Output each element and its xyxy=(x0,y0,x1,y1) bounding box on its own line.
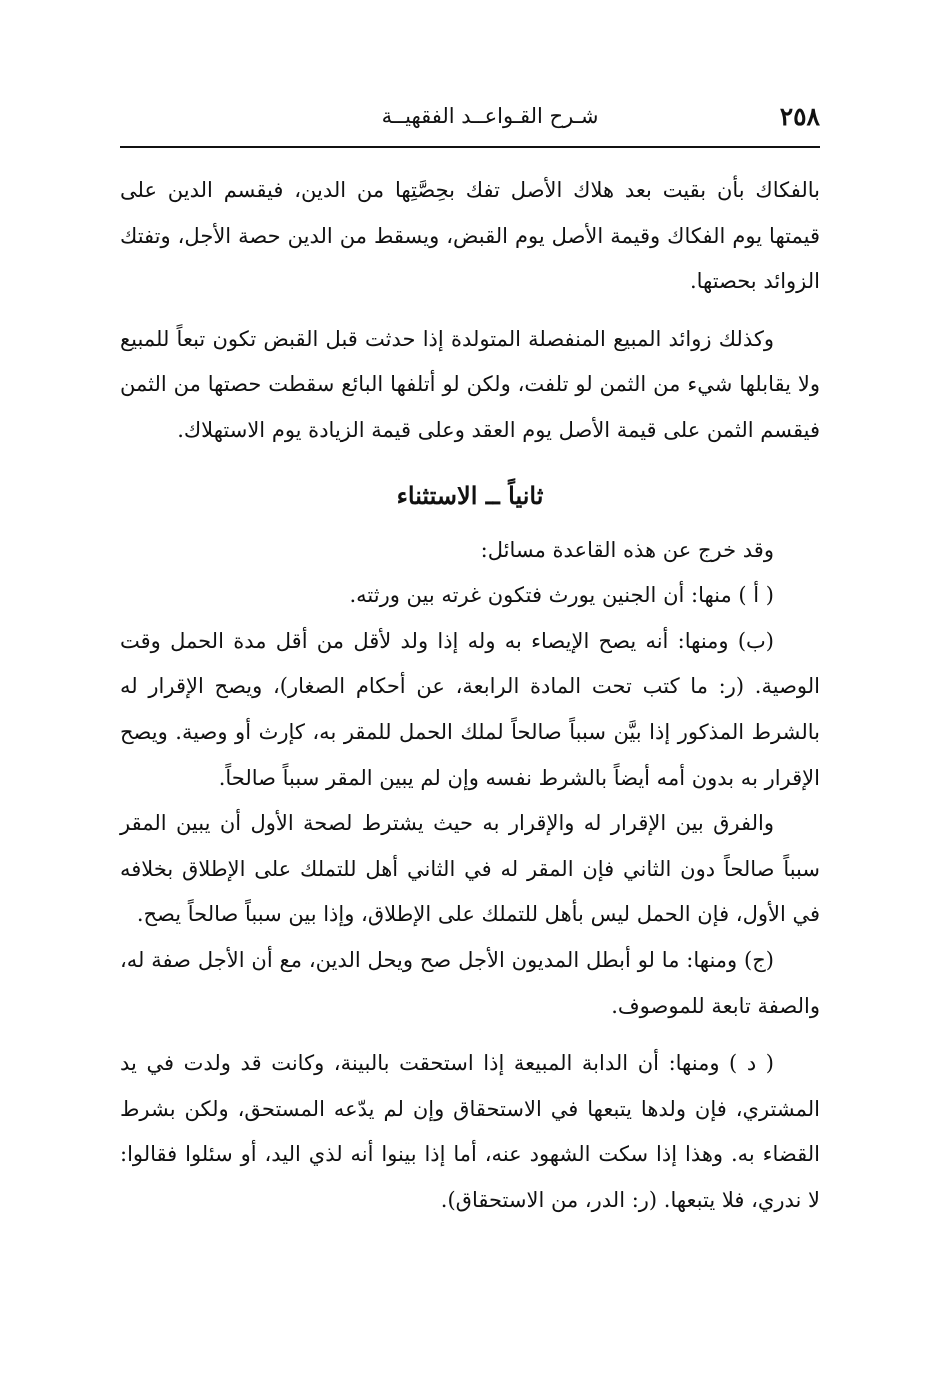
item-b: (ب) ومنها: أنه يصح الإيصاء به وله إذا ولد لأقل من أقل مدة الحمل وقت الوصية. (ر: ما كتب تحت المادة الرابعة، عن أحكام الصغار)، ويصح الإقرار له بالشرط المذكور إذا بيَّن سبباً صالحاً لملك الحمل للمقر به، كإرث أو وصية. ويصح الإقرار به بدون أمه أيضاً بالشرط نفسه وإن لم يبين المقر سبباً صالحاً. xyxy=(120,628,820,790)
item-a: ( أ ) منها: أن الجنين يورث فتكون غرته بين ورثته. xyxy=(349,583,774,608)
paragraph-3: وقد خرج عن هذه القاعدة مسائل: xyxy=(480,537,774,562)
paragraph-1: بالفكاك بأن بقيت بعد هلاك الأصل تفك بحِصَّتِها من الدين، فيقسم الدين على قيمتها يوم الفكاك وقيمة الأصل يوم القبض، ويسقط من الدين حصة الأجل، وتفتك الزوائد بحصتها. xyxy=(120,178,820,294)
header-rule xyxy=(120,146,820,148)
running-title: شـرح القـواعــد الفقهيــة xyxy=(381,104,599,128)
section-heading: ثانياً ــ الاستثناء xyxy=(396,480,544,510)
paragraph-4: والفرق بين الإقرار له والإقرار به حيث يشترط لصحة الأول أن يبين المقر سبباً صالحاً دون الثاني فإن المقر له في الثاني أهل للتملك على الإطلاق بخلافه في الأول، فإن الحمل ليس بأهل للتملك على الإطلاق، وإذا بين سبباً صالحاً يصح. xyxy=(120,811,820,927)
page-header xyxy=(120,100,820,144)
page-number: ٢٥٨ xyxy=(779,102,820,131)
item-c: (ج) ومنها: ما لو أبطل المديون الأجل صح ويحل الدين، مع أن الأجل صفة له، والصفة تابعة للموصوف. xyxy=(120,947,820,1018)
paragraph-2: وكذلك زوائد المبيع المنفصلة المتولدة إذا حدثت قبل القبض تكون تبعاً للمبيع ولا يقابلها شيء من الثمن لو تلفت، ولكن لو أتلفها البائع سقطت حصتها من الثمن فيقسم الثمن على قيمة الأصل يوم العقد وعلى قيمة الزيادة يوم الاستهلاك. xyxy=(120,326,820,442)
item-d: ( د ) ومنها: أن الدابة المبيعة إذا استحقت بالبينة، وكانت قد ولدت في يد المشتري، فإن ولدها يتبعها في الاستحقاق وإن لم يدّعه المستحق، ولكن بشرط القضاء به. وهذا إذا سكت الشهود عنه، أما إذا بينوا أنه لذي اليد، أو سئلوا فقالوا: لا ندري، فلا يتبعها. (ر: الدر، من الاستحقاق). xyxy=(120,1051,820,1212)
page-body xyxy=(120,168,820,1223)
